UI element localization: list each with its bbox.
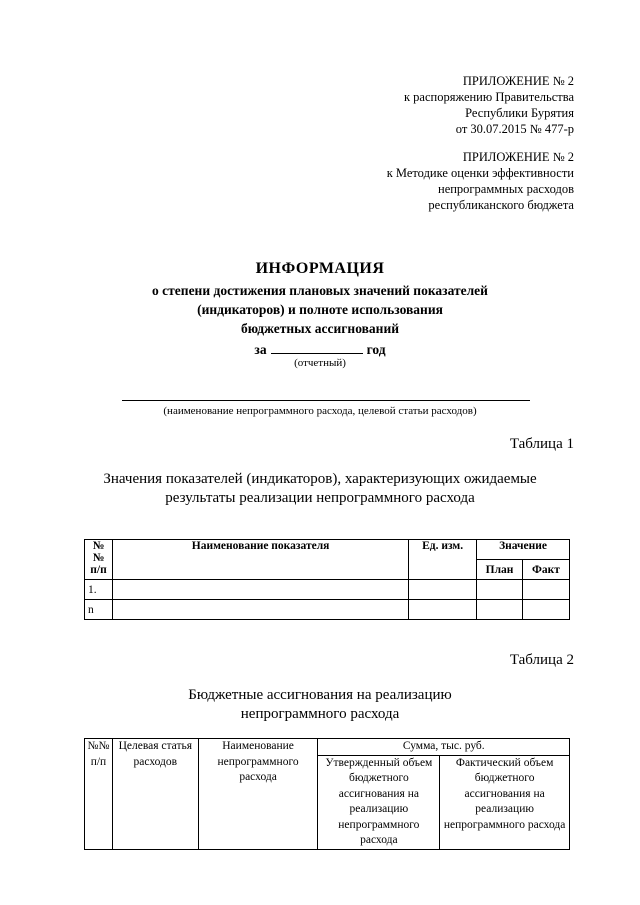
appendix-line: от 30.07.2015 № 477-р xyxy=(455,122,574,136)
appendix-header-government-order xyxy=(404,73,574,137)
cell-num: 1. xyxy=(85,580,113,600)
table-row xyxy=(85,580,570,600)
table1-number: Таблица 1 xyxy=(509,436,574,452)
cell-plan[interactable] xyxy=(477,600,523,620)
cell-fact[interactable] xyxy=(523,580,570,600)
period-blank-field[interactable] xyxy=(271,341,363,354)
subtitle-line: бюджетных ассигнований xyxy=(240,321,399,336)
period-suffix: год xyxy=(366,342,386,357)
col-header-indicator-name: Наименование показателя xyxy=(112,540,408,580)
reporting-period xyxy=(0,341,640,358)
cell-indicator-name[interactable] xyxy=(112,580,408,600)
col-header-target-article: Целевая статья расходов xyxy=(112,739,198,850)
cell-unit[interactable] xyxy=(409,580,477,600)
period-note: (отчетный) xyxy=(294,357,346,369)
caption-line: Бюджетные ассигнования на реализацию xyxy=(188,687,452,703)
col-header-fact: Факт xyxy=(523,560,570,580)
budget-allocations-table xyxy=(84,738,570,850)
caption-line: результаты реализации непрограммного расхода xyxy=(165,490,475,506)
appendix-line: ПРИЛОЖЕНИЕ № 2 xyxy=(462,150,574,164)
appendix-line: ПРИЛОЖЕНИЕ № 2 xyxy=(462,74,574,88)
col-header-approved-amount: Утвержденный объем бюджетного ассигнования на реализацию непрограммного расхода xyxy=(318,755,440,849)
col-header-actual-amount: Фактический объем бюджетного ассигнования на реализацию непрограммного расхода xyxy=(440,755,570,849)
cell-unit[interactable] xyxy=(409,600,477,620)
appendix-header-methodology xyxy=(387,149,574,213)
col-header-plan: План xyxy=(477,560,523,580)
appendix-line: непрограммных расходов xyxy=(438,182,574,196)
document-subtitle xyxy=(0,281,640,338)
col-header-num: №№ п/п xyxy=(85,739,113,850)
subtitle-line: (индикаторов) и полноте использования xyxy=(197,302,443,317)
period-prefix: за xyxy=(254,342,267,357)
col-header-value: Значение xyxy=(477,540,570,560)
document-title: ИНФОРМАЦИЯ xyxy=(255,260,385,277)
table2-number: Таблица 2 xyxy=(509,652,574,668)
cell-num: n xyxy=(85,600,113,620)
indicators-table xyxy=(84,539,570,620)
table2-caption xyxy=(0,686,640,724)
expense-name-blank-field[interactable] xyxy=(122,400,530,401)
col-header-expense-name: Наименование непрограммного расхода xyxy=(198,739,318,850)
table1-caption xyxy=(0,470,640,508)
subtitle-line: о степени достижения плановых значений показателей xyxy=(152,283,488,298)
caption-line: непрограммного расхода xyxy=(240,706,400,722)
col-header-num: №№ п/п xyxy=(85,540,113,580)
cell-plan[interactable] xyxy=(477,580,523,600)
cell-fact[interactable] xyxy=(523,600,570,620)
appendix-line: к распоряжению Правительства xyxy=(403,90,574,104)
cell-indicator-name[interactable] xyxy=(112,600,408,620)
col-header-unit: Ед. изм. xyxy=(409,540,477,580)
appendix-line: Республики Бурятия xyxy=(465,106,574,120)
appendix-line: республиканского бюджета xyxy=(428,198,574,212)
appendix-line: к Методике оценки эффективности xyxy=(386,166,574,180)
caption-line: Значения показателей (индикаторов), характеризующих ожидаемые xyxy=(103,471,537,487)
col-header-sum: Сумма, тыс. руб. xyxy=(318,739,570,756)
expense-name-note: (наименование непрограммного расхода, целевой статьи расходов) xyxy=(163,405,477,417)
table-row xyxy=(85,600,570,620)
